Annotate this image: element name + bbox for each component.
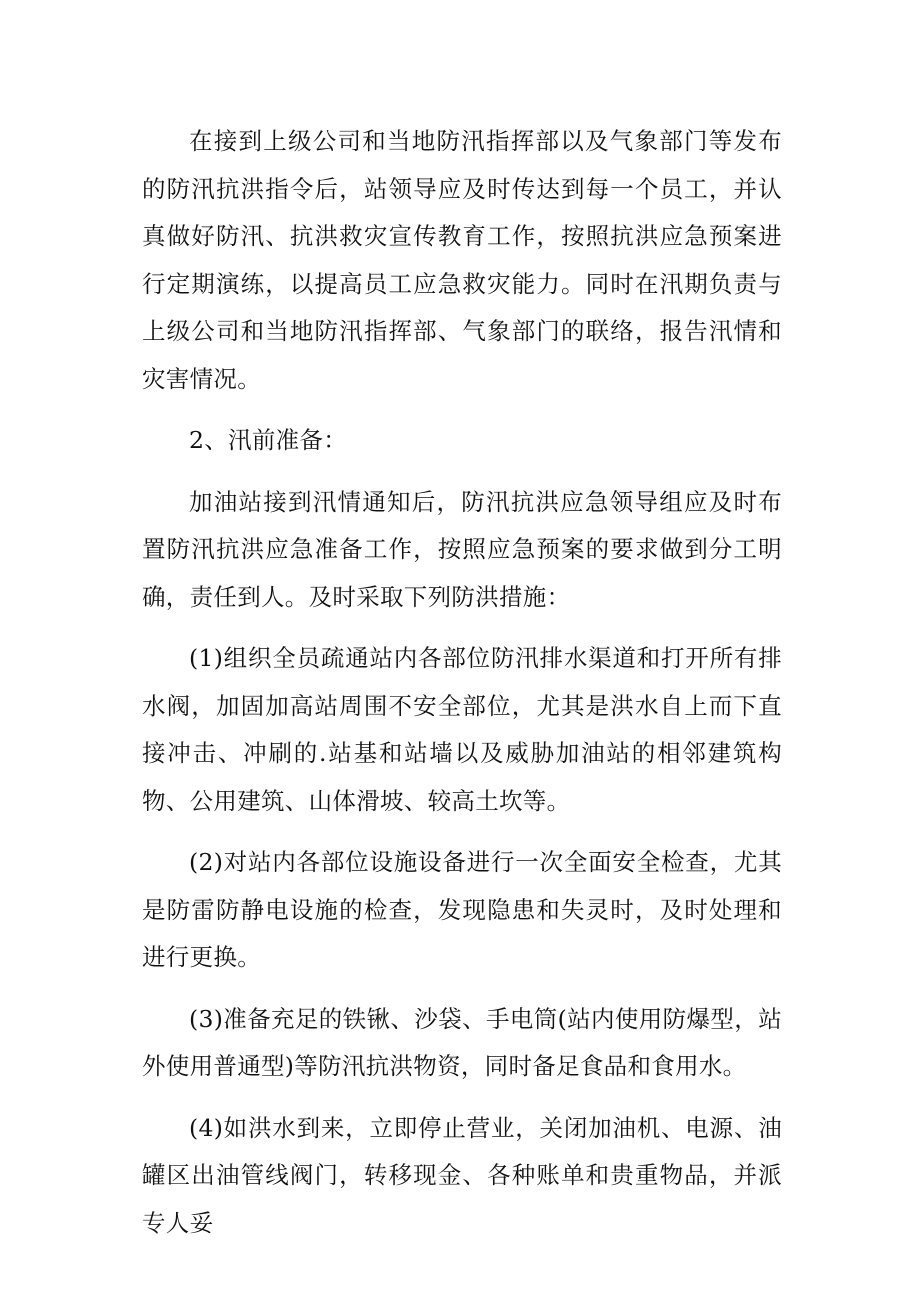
section-heading-pre-flood: 2、汛前准备： [189, 426, 348, 454]
list-item-1: (1)组织全员疏通站内各部位防汛排水渠道和打开所有排水阀，加固加高站周围不安全部位，尤其是洪水自上而下直接冲击、冲刷的.站基和站墙以及威胁加油站的相邻建筑构物、公用建筑、山体滑坡、较高土坎等。 [142, 644, 782, 815]
list-item-4: (4)如洪水到来，立即停止营业，关闭加油机、电源、油罐区出油管线阀门，转移现金、各种账单和贵重物品，并派专人妥 [142, 1113, 782, 1237]
paragraph-flood-notice: 加油站接到汛情通知后，防汛抗洪应急领导组应及时布置防汛抗洪应急准备工作，按照应急预案的要求做到分工明确，责任到人。及时采取下列防洪措施： [142, 487, 782, 611]
list-item-3: (3)准备充足的铁锹、沙袋、手电筒(站内使用防爆型，站外使用普通型)等防汛抗洪物资，同时备足食品和食用水。 [142, 1004, 782, 1080]
document-body [142, 118, 782, 1247]
list-item-2: (2)对站内各部位设施设备进行一次全面安全检查，尤其是防雷防静电设施的检查，发现隐患和失灵时，及时处理和进行更换。 [142, 848, 782, 971]
paragraph-flood-instructions: 在接到上级公司和当地防汛指挥部以及气象部门等发布的防汛抗洪指令后，站领导应及时传达到每一个员工，并认真做好防汛、抗洪救灾宣传教育工作，按照抗洪应急预案进行定期演练，以提高员工应急救灾能力。同时在汛期负责与上级公司和当地防汛指挥部、气象部门的联络，报告汛情和灾害情况。 [142, 127, 782, 393]
